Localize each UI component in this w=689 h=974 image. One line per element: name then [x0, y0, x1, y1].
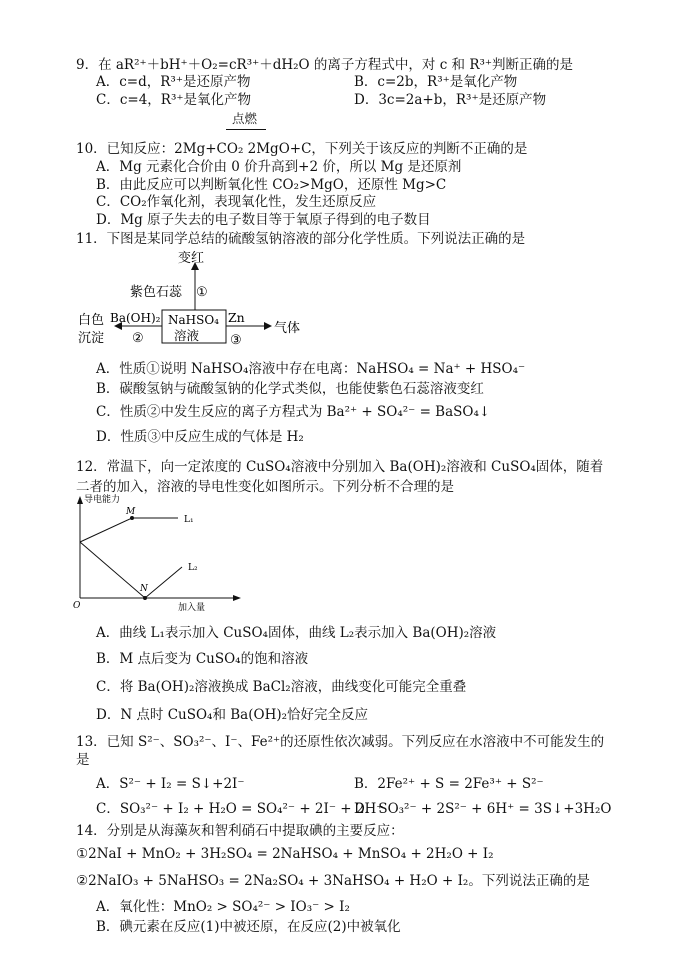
label-reagent-right: Zn: [228, 310, 245, 325]
q12-stem-1: 12．常温下，向一定浓度的 CuSO₄溶液中分别加入 Ba(OH)₂溶液和 CuSO₄固体，随着: [76, 459, 604, 475]
q10-condition: 点燃: [232, 111, 258, 126]
arrow-right-icon: [264, 322, 272, 330]
q10-option-a: A．Mg 元素化合价由 0 价升高到+2 价，所以 Mg 是还原剂: [96, 159, 462, 175]
graph-point-n-label: N: [140, 584, 148, 594]
graph-point-m-label: M: [126, 507, 136, 517]
point-n: [143, 596, 147, 600]
q13-option-d: D．SO₃²⁻ + 2S²⁻ + 6H⁺ = 3S↓+3H₂O: [354, 801, 612, 817]
q12-option-d: D．N 点时 CuSO₄和 Ba(OH)₂恰好完全反应: [96, 707, 369, 723]
q13-option-a: A．S²⁻ + I₂ = S↓+2I⁻: [96, 776, 245, 792]
q10-option-d: D．Mg 原子失去的电子数目等于氧原子得到的电子数目: [96, 212, 431, 228]
label-top: 变红: [178, 251, 205, 266]
curve-l2: [80, 542, 182, 598]
q9-option-b: B．c=2b，R³⁺是氧化产物: [354, 74, 518, 90]
q11-diagram: [70, 248, 330, 350]
q10-option-b: B．由此反应可以判断氧化性 CO₂>MgO，还原性 Mg>C: [96, 177, 447, 193]
q11-option-c: C．性质②中发生反应的离子方程式为 Ba²⁺ + SO₄²⁻ = BaSO₄↓: [96, 404, 491, 420]
q9-option-c: C．c=4，R³⁺是氧化产物: [96, 92, 251, 108]
label-right: 气体: [274, 321, 301, 336]
q14-reaction-1: ①2NaI + MnO₂ + 3H₂SO₄ = 2NaHSO₄ + MnSO₄ + 2H₂O + I₂: [76, 846, 494, 862]
x-axis-arrow-icon: [233, 595, 241, 601]
q13-option-b: B．2Fe²⁺ + S = 2Fe³⁺ + S²⁻: [354, 776, 544, 792]
q14-option-a: A．氧化性：MnO₂ > SO₄²⁻ > IO₃⁻ > I₂: [96, 899, 350, 915]
q13-option-c: C．SO₃²⁻ + I₂ + H₂O = SO₄²⁻ + 2I⁻ + 2H⁺: [96, 801, 384, 817]
graph-l2-label: L₂: [188, 563, 198, 573]
label-reagent-left: Ba(OH)₂: [110, 311, 161, 325]
q10-stem: 10．已知反应：2Mg+CO₂ 2MgO+C，下列关于该反应的判断不正确的是: [76, 141, 528, 157]
q10-condition-line: [226, 129, 266, 130]
graph-l1-label: L₁: [184, 515, 194, 525]
y-axis-arrow-icon: [77, 496, 83, 504]
q14-option-b: B．碘元素在反应(1)中被还原，在反应(2)中被氧化: [96, 919, 401, 935]
q9-option-a: A．c=d，R³⁺是还原产物: [96, 74, 251, 90]
q14-stem: 14．分别是从海藻灰和智利硝石中提取碘的主要反应：: [76, 823, 404, 839]
label-left-bot: 沉淀: [78, 331, 105, 346]
q9-option-d: D．3c=2a+b，R³⁺是还原产物: [354, 92, 547, 108]
q11-option-d: D．性质③中反应生成的气体是 H₂: [96, 429, 304, 445]
q11-option-b: B．碳酸氢钠与硫酸氢钠的化学式类似，也能使紫色石蕊溶液变红: [96, 381, 484, 397]
label-n1: ①: [196, 285, 208, 300]
q10-option-c: C．CO₂作氧化剂，表现氧化性，发生还原反应: [96, 194, 377, 210]
label-box2: 溶液: [174, 328, 200, 343]
q14-reaction-2: ②2NaIO₃ + 5NaHSO₃ = 2Na₂SO₄ + 3NaHSO₄ + H₂O + I₂。下列说法正确的是: [76, 873, 590, 889]
q12-option-c: C．将 Ba(OH)₂溶液换成 BaCl₂溶液，曲线变化可能完全重叠: [96, 679, 467, 695]
q11-option-a: A．性质①说明 NaHSO₄溶液中存在电离：NaHSO₄ = Na⁺ + HSO₄⁻: [96, 361, 526, 377]
q13-stem-1: 13．已知 S²⁻、SO₃²⁻、I⁻、Fe²⁺的还原性依次减弱。下列反应在水溶液中不可能发生的: [76, 734, 605, 750]
label-n2: ②: [132, 331, 144, 346]
label-litmus: 紫色石蕊: [130, 285, 183, 300]
label-left-top: 白色: [78, 313, 105, 328]
label-n3: ③: [230, 333, 242, 348]
graph-xlabel: 加入量: [178, 603, 206, 612]
graph-origin: O: [73, 601, 81, 611]
graph-ylabel: 导电能力: [84, 495, 121, 505]
q12-graph: [70, 492, 250, 612]
q9-stem: 9．在 aR²⁺＋bH⁺＋O₂=cR³⁺＋dH₂O 的离子方程式中，对 c 和 R³⁺判断正确的是: [76, 57, 574, 73]
curve-l1: [80, 518, 178, 542]
q12-option-a: A．曲线 L₁表示加入 CuSO₄固体，曲线 L₂表示加入 Ba(OH)₂溶液: [96, 625, 497, 641]
q12-option-b: B．M 点后变为 CuSO₄的饱和溶液: [96, 651, 309, 667]
label-box1: NaHSO₄: [168, 313, 219, 327]
q11-stem: 11．下图是某同学总结的硫酸氢钠溶液的部分化学性质。下列说法正确的是: [76, 231, 526, 247]
q13-stem-2: 是: [76, 752, 90, 768]
q12-stem-2: 二者的加入，溶液的导电性变化如图所示。下列分析不合理的是: [76, 479, 454, 495]
